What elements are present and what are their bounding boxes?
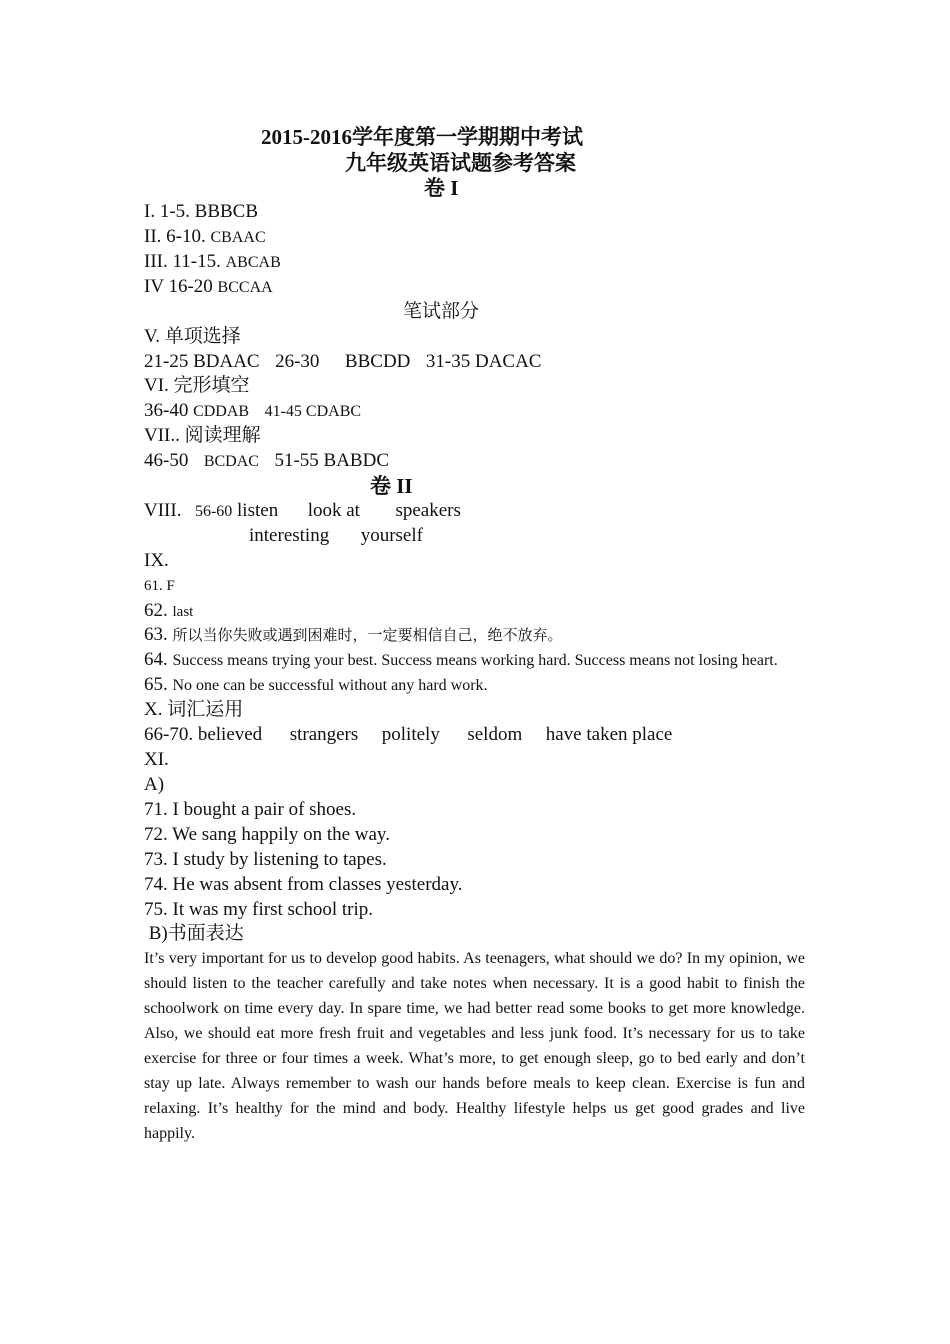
question-number: 63. xyxy=(144,624,168,645)
answer-value: listen xyxy=(237,500,279,521)
section-vii-answers xyxy=(144,449,389,474)
answer-value: interesting xyxy=(249,525,330,546)
answer-line-ii xyxy=(144,225,266,250)
answer-value: 31-35 DACAC xyxy=(425,351,542,372)
answer-value: CDDAB xyxy=(193,403,250,420)
answer-label: 46-50 xyxy=(144,450,189,471)
section-vi-answers xyxy=(144,399,361,424)
section-viii-answers-cont xyxy=(249,524,423,548)
model-essay: It’s very important for us to develop good habits. As teenagers, what should we do? In my opinion, we should listen to the teacher carefully and take notes when necessary. It is a good habit to finish the schoolwork on time every day. In spare time, we had better read some books to get more knowledge. Also, we should eat more fresh fruit and vegetables and less junk food. It’s necessary for us to take exercise for three or four times a week. What’s more, to get enough sleep, go to bed early and don’t stay up late. Always remember to wash our hands before meals to keep clean. Exercise is fun and relaxing. It’s healthy for the mind and body. Healthy lifestyle helps us get good grades and live happily. xyxy=(144,950,805,1142)
answer-64 xyxy=(144,648,778,673)
answer-62 xyxy=(144,599,193,624)
answer-value: 66-70. believed xyxy=(144,724,263,745)
section-xi-a: A) xyxy=(144,774,165,795)
answer-73: 73. I study by listening to tapes. xyxy=(144,849,387,870)
answer-65 xyxy=(144,673,488,698)
answer-label: III. 11-15. xyxy=(144,251,221,272)
answer-value: seldom xyxy=(467,724,523,745)
written-section-heading: 笔试部分 xyxy=(403,301,480,322)
answer-line-iii xyxy=(144,250,281,275)
section-vi-heading: VI. 完形填空 xyxy=(144,375,250,396)
answer-value: last xyxy=(172,604,194,620)
answer-value: Success means trying your best. Success means working hard. Success means not losing heart. xyxy=(172,652,778,669)
answer-value: 41-45 CDABC xyxy=(264,403,362,420)
answer-value: CBAAC xyxy=(210,229,266,246)
answer-value: yourself xyxy=(360,525,423,546)
answer-value: look at xyxy=(307,500,360,521)
answer-63 xyxy=(144,623,563,648)
answer-label: II. 6-10. xyxy=(144,226,206,247)
question-number: 64. xyxy=(144,649,168,670)
section-v-answers xyxy=(144,350,541,374)
exam-title: 2015-2016学年度第一学期期中考试 xyxy=(261,125,583,149)
answer-value: BCDAC xyxy=(203,453,259,470)
answer-value: No one can be successful without any hard work. xyxy=(172,677,488,694)
answer-value: BCCAA xyxy=(217,279,273,296)
section-xi-heading: XI. xyxy=(144,749,169,770)
section-xi-b: B)书面表达 xyxy=(144,923,244,944)
section-vii-heading: VII.. 阅读理解 xyxy=(144,425,261,446)
answer-71: 71. I bought a pair of shoes. xyxy=(144,799,357,820)
exam-subtitle: 九年级英语试题参考答案 xyxy=(345,151,576,175)
answer-value: 26-30 xyxy=(275,351,320,372)
answer-label: 56-60 xyxy=(194,503,233,520)
answer-value: ABCAB xyxy=(225,254,281,271)
section-x-heading: X. 词汇运用 xyxy=(144,699,244,720)
answer-value: BBCDD xyxy=(344,351,411,372)
section-v-heading: V. 单项选择 xyxy=(144,326,241,347)
section-x-answers xyxy=(144,723,672,747)
answer-61: 61. F xyxy=(144,578,175,594)
answer-value: speakers xyxy=(395,500,461,521)
question-number: 65. xyxy=(144,674,168,695)
answer-line-i: I. 1-5. BBBCB xyxy=(144,201,259,222)
paper-two-heading: 卷 II xyxy=(370,474,413,498)
answer-value: strangers xyxy=(289,724,359,745)
answer-label: 36-40 xyxy=(144,400,189,421)
answer-value: 51-55 BABDC xyxy=(274,450,389,471)
answer-label: IV 16-20 xyxy=(144,276,213,297)
answer-value: politely xyxy=(381,724,440,745)
answer-value: 21-25 BDAAC xyxy=(144,351,260,372)
paper-one-heading: 卷 I xyxy=(424,176,459,200)
answer-line-iv xyxy=(144,275,273,300)
section-ix-heading: IX. xyxy=(144,550,169,571)
answer-value: 所以当你失败或遇到困难时，一定要相信自己，绝不放弃。 xyxy=(172,628,563,644)
answer-75: 75. It was my first school trip. xyxy=(144,899,374,920)
question-number: 62. xyxy=(144,600,168,621)
answer-72: 72. We sang happily on the way. xyxy=(144,824,390,845)
section-viii-answers xyxy=(144,499,461,524)
answer-value: have taken place xyxy=(545,724,673,745)
answer-label: VIII. xyxy=(144,500,182,521)
answer-74: 74. He was absent from classes yesterday. xyxy=(144,874,463,895)
